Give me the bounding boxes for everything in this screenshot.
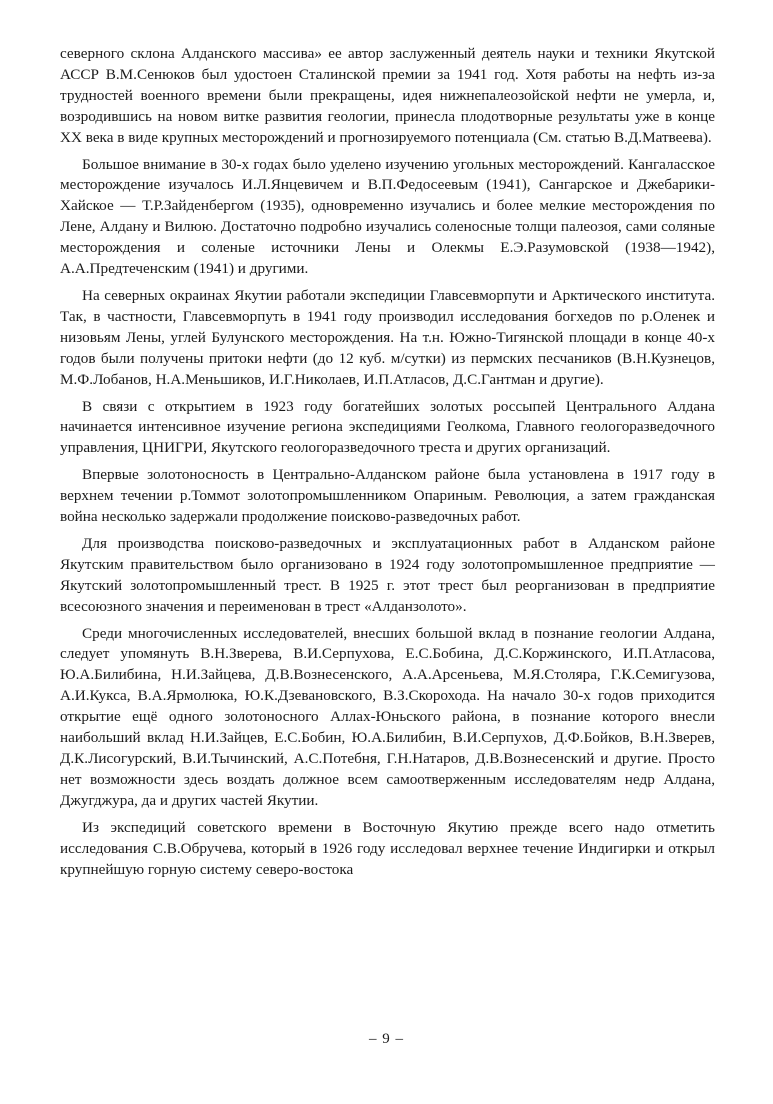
paragraph-6: Для производства поисково-разведочных и эксплуатационных работ в Алданском районе Якутским правительством было организовано в 1924 году золотопромышленное предприятие — Якутский золотопромышленный трест. В 1925 г. этот трест был реорганизован в предприятие всесоюзного значения и переименован в трест «Алданзолото». <box>60 534 715 615</box>
paragraph-5: Впервые золотоносность в Центрально-Алданском районе была установлена в 1917 году в верхнем течении р.Томмот золотопромышленником Опариным. Революция, а затем гражданская война несколько задержали продолжение поисково-разведочных работ. <box>60 466 715 526</box>
paragraph-7: Среди многочисленных исследователей, внесших большой вклад в познание геологии Алдана, следует упомянуть В.Н.Зверева, В.И.Серпухова, Е.С.Бобина, Д.С.Коржинского, И.П.Атласова, Ю.А.Билибина, Н.И.Зайцева, Д.В.Вознесенского, А.А.Арсеньева, М.Я.Столяра, Г.К.Семигузова, А.И.Кукса, В.А.Ярмолюка, Ю.К.Дзевановского, В.З.Скорохода. На начало 30-х годов приходится открытие ещё одного золотоносного Аллах-Юньского района, в познание которого внесли наибольший вклад Н.И.Зайцев, Е.С.Бобин, Ю.А.Билибин, В.И.Серпухов, Д.Ф.Бойков, В.Н.Зверев, Д.К.Лисогурский, В.И.Тычинский, А.С.Потебня, Г.Н.Натаров, Д.В.Вознесенский и другие. Просто нет возможности здесь воздать должное всем самоотверженным исследователям недр Алдана, Джугджура, да и других частей Якутии. <box>60 624 715 809</box>
page-number: – 9 – <box>369 1031 404 1047</box>
paragraph-3: На северных окраинах Якутии работали экспедиции Главсевморпути и Арктического института. Так, в частности, Главсевморпуть в 1941 году производил исследования богхедов по р.Оленек и низовьям Лены, углей Булунского месторождения. На т.н. Южно-Тигянской площади в конце 40-х годов были получены притоки нефти (до 12 куб. м/сутки) из пермских песчаников (В.Н.Кузнецов, М.Ф.Лобанов, Н.А.Меньшиков, И.Г.Николаев, И.П.Атласов, Д.С.Гантман и другие). <box>60 286 715 388</box>
paragraph-1: северного склона Алданского массива» ее автор заслуженный деятель науки и техники Якутской АССР В.М.Сенюков был удостоен Сталинской премии за 1941 год. Хотя работы на нефть из-за трудностей военного времени были прекращены, идея нижнепалеозойской нефти не умерла, и, возродившись на новом витке развития геологии, принесла плодотворные результаты уже в конце XX века в виде крупных месторождений и прогнозируемого потенциала (См. статью В.Д.Матвеева). <box>60 45 715 146</box>
paragraph-8: Из экспедиций советского времени в Восточную Якутию прежде всего надо отметить исследования С.В.Обручева, который в 1926 году исследовал верхнее течение Индигирки и открыл крупнейшую горную систему северо-востока <box>60 818 715 878</box>
paragraph-4: В связи с открытием в 1923 году богатейших золотых россыпей Центрального Алдана начинается интенсивное изучение региона экспедициями Геолкома, Главного геологоразведочного управления, ЦНИГРИ, Якутского геологоразведочного треста и других организаций. <box>60 397 715 457</box>
paragraph-2: Большое внимание в 30-х годах было уделено изучению угольных месторождений. Кангаласское месторождение изучалось И.Л.Янцевичем и В.П.Федосеевым (1941), Сангарское и Джебарики-Хайское — Т.Р.Зайденбергом (1935), одновременно изучались и более мелкие месторождения по Лене, Алдану и Вилюю. Достаточно подробно изучались соленосные толщи палеозоя, сами соляные месторождения и соленые источники Лены и Олекмы Е.Э.Разумовской (1938—1942), А.А.Предтеченским (1941) и другими. <box>60 155 715 278</box>
body-text <box>60 44 715 886</box>
